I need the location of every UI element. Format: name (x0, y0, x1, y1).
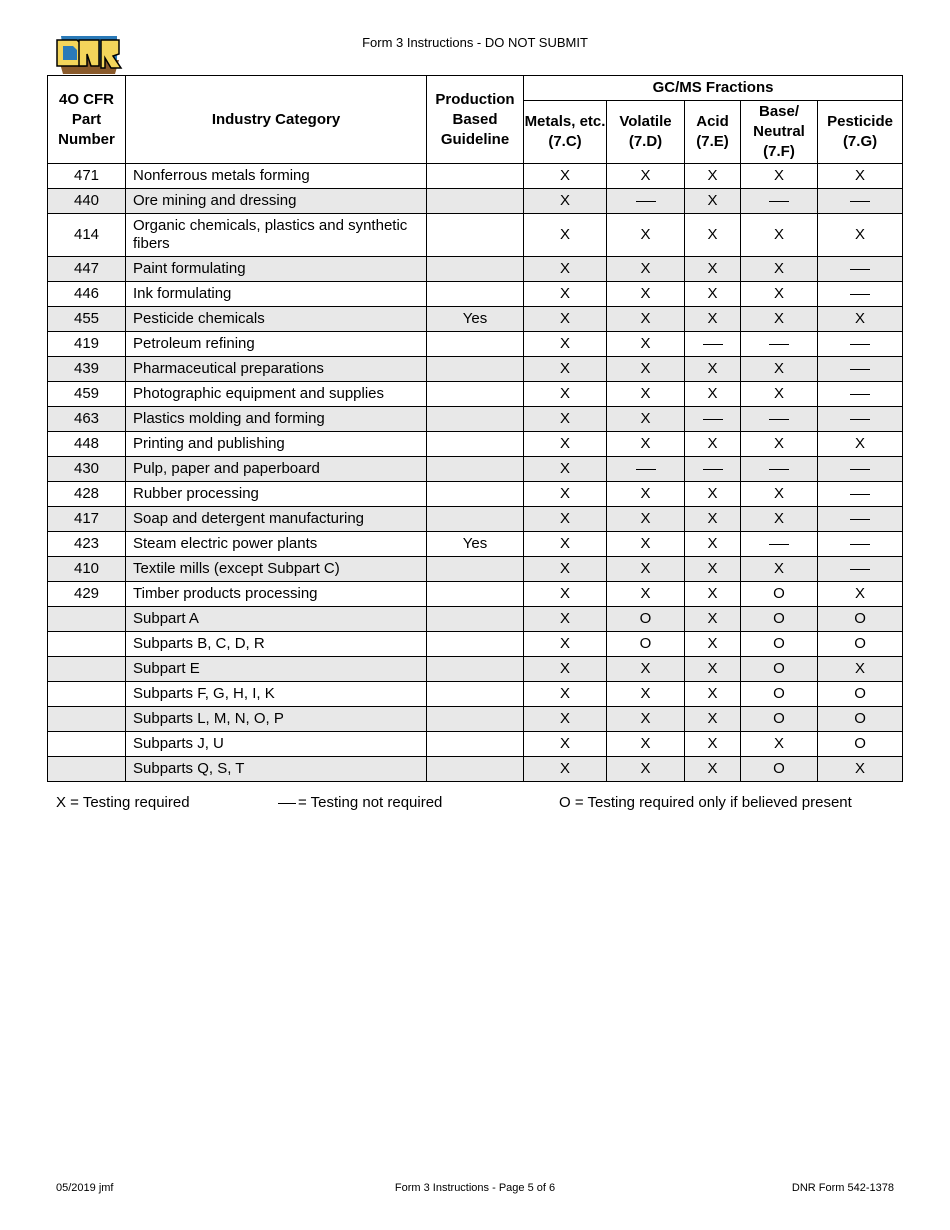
footer-date: 05/2019 jmf (56, 1182, 114, 1194)
cell-production-based (427, 257, 524, 282)
cell-volatile: X (607, 407, 685, 432)
table-row (48, 214, 903, 257)
cell-metals: X (524, 432, 607, 457)
cell-base-neutral: X (741, 732, 818, 757)
cell-metals: X (524, 732, 607, 757)
cell-metals: X (524, 214, 607, 257)
cell-acid: X (685, 482, 741, 507)
cell-industry-category: Nonferrous metals forming (126, 164, 427, 189)
table-row (48, 357, 903, 382)
col-header-part-number: 4O CFR Part Number (48, 76, 126, 164)
cell-acid: X (685, 282, 741, 307)
cell-production-based (427, 732, 524, 757)
not-required-dash (769, 201, 789, 202)
not-required-dash (703, 419, 723, 420)
cell-pesticide (818, 457, 903, 482)
cell-part-number: 414 (48, 214, 126, 257)
cell-production-based: Yes (427, 307, 524, 332)
cell-base-neutral (741, 407, 818, 432)
cell-industry-category: Subpart A (126, 607, 427, 632)
cell-production-based: Yes (427, 532, 524, 557)
cell-volatile: X (607, 757, 685, 782)
cell-acid: X (685, 657, 741, 682)
cell-industry-category: Subparts F, G, H, I, K (126, 682, 427, 707)
cell-part-number (48, 657, 126, 682)
cell-acid: X (685, 214, 741, 257)
cell-acid: X (685, 632, 741, 657)
not-required-dash (769, 419, 789, 420)
cell-base-neutral (741, 457, 818, 482)
cell-pesticide (818, 557, 903, 582)
table-row (48, 632, 903, 657)
cell-acid: X (685, 164, 741, 189)
cell-pesticide (818, 382, 903, 407)
cell-part-number (48, 607, 126, 632)
cell-part-number: 447 (48, 257, 126, 282)
cell-base-neutral: O (741, 707, 818, 732)
cell-part-number: 463 (48, 407, 126, 432)
cell-production-based (427, 682, 524, 707)
cell-volatile: X (607, 432, 685, 457)
cell-part-number: 440 (48, 189, 126, 214)
not-required-dash (769, 469, 789, 470)
col-header-volatile: Volatile (7.D) (607, 101, 685, 164)
cell-part-number: 448 (48, 432, 126, 457)
cell-base-neutral: O (741, 757, 818, 782)
cell-production-based (427, 657, 524, 682)
cell-base-neutral: X (741, 282, 818, 307)
cell-base-neutral: X (741, 557, 818, 582)
cell-industry-category: Printing and publishing (126, 432, 427, 457)
col-header-gcms-fractions: GC/MS Fractions (524, 76, 903, 101)
cell-acid: X (685, 557, 741, 582)
cell-base-neutral: X (741, 357, 818, 382)
cell-base-neutral: X (741, 382, 818, 407)
cell-volatile: X (607, 332, 685, 357)
cell-pesticide: X (818, 657, 903, 682)
cell-acid: X (685, 257, 741, 282)
not-required-dash (850, 519, 870, 520)
cell-metals: X (524, 307, 607, 332)
cell-acid: X (685, 757, 741, 782)
cell-metals: X (524, 582, 607, 607)
not-required-dash (769, 544, 789, 545)
cell-volatile: X (607, 532, 685, 557)
col-header-industry-category: Industry Category (126, 76, 427, 164)
cell-industry-category: Organic chemicals, plastics and synthetic fibers (126, 214, 427, 257)
cell-metals: X (524, 607, 607, 632)
cell-production-based (427, 407, 524, 432)
cell-part-number: 471 (48, 164, 126, 189)
table-body (48, 164, 903, 782)
cell-acid: X (685, 532, 741, 557)
cell-metals: X (524, 189, 607, 214)
cell-metals: X (524, 632, 607, 657)
cell-volatile: X (607, 307, 685, 332)
not-required-dash (850, 469, 870, 470)
cell-acid (685, 332, 741, 357)
cell-volatile: O (607, 607, 685, 632)
cell-acid (685, 407, 741, 432)
cell-part-number: 419 (48, 332, 126, 357)
cell-metals: X (524, 482, 607, 507)
cell-production-based (427, 507, 524, 532)
table-row (48, 582, 903, 607)
table-row (48, 507, 903, 532)
cell-part-number (48, 757, 126, 782)
table-row (48, 432, 903, 457)
cell-pesticide (818, 407, 903, 432)
cell-metals: X (524, 382, 607, 407)
cell-part-number: 455 (48, 307, 126, 332)
cell-part-number: 439 (48, 357, 126, 382)
not-required-dash (850, 269, 870, 270)
cell-acid: X (685, 382, 741, 407)
not-required-dash (850, 419, 870, 420)
cell-industry-category: Pharmaceutical preparations (126, 357, 427, 382)
cell-pesticide: X (818, 307, 903, 332)
not-required-dash (850, 494, 870, 495)
cell-volatile: X (607, 482, 685, 507)
cell-industry-category: Paint formulating (126, 257, 427, 282)
cell-industry-category: Photographic equipment and supplies (126, 382, 427, 407)
not-required-dash (850, 201, 870, 202)
cell-pesticide (818, 257, 903, 282)
not-required-dash (769, 344, 789, 345)
cell-industry-category: Subpart E (126, 657, 427, 682)
cell-volatile: X (607, 557, 685, 582)
footer-page-number: Form 3 Instructions - Page 5 of 6 (394, 1182, 556, 1194)
cell-industry-category: Steam electric power plants (126, 532, 427, 557)
cell-production-based (427, 632, 524, 657)
cell-industry-category: Subparts J, U (126, 732, 427, 757)
col-header-production-based: Production Based Guideline (427, 76, 524, 164)
cell-production-based (427, 357, 524, 382)
cell-production-based (427, 707, 524, 732)
cell-pesticide (818, 189, 903, 214)
table-row (48, 707, 903, 732)
not-required-dash (850, 394, 870, 395)
cell-base-neutral: X (741, 482, 818, 507)
cell-pesticide: O (818, 732, 903, 757)
cell-pesticide: X (818, 757, 903, 782)
cell-industry-category: Timber products processing (126, 582, 427, 607)
cell-acid: X (685, 607, 741, 632)
col-header-acid: Acid (7.E) (685, 101, 741, 164)
cell-acid (685, 457, 741, 482)
cell-part-number: 428 (48, 482, 126, 507)
cell-production-based (427, 332, 524, 357)
not-required-dash (850, 569, 870, 570)
cell-base-neutral: O (741, 682, 818, 707)
cell-part-number (48, 707, 126, 732)
cell-base-neutral: X (741, 307, 818, 332)
table-row (48, 282, 903, 307)
cell-base-neutral: X (741, 432, 818, 457)
cell-volatile: X (607, 732, 685, 757)
cell-production-based (427, 164, 524, 189)
cell-production-based (427, 382, 524, 407)
cell-metals: X (524, 257, 607, 282)
cell-pesticide: O (818, 707, 903, 732)
cell-metals: X (524, 332, 607, 357)
cell-acid: X (685, 682, 741, 707)
cell-industry-category: Soap and detergent manufacturing (126, 507, 427, 532)
cell-acid: X (685, 707, 741, 732)
cell-production-based (427, 432, 524, 457)
industry-fractions-table (47, 75, 903, 782)
not-required-dash (850, 344, 870, 345)
cell-production-based (427, 189, 524, 214)
dash-symbol (278, 803, 296, 804)
cell-base-neutral: X (741, 214, 818, 257)
cell-part-number: 410 (48, 557, 126, 582)
cell-metals: X (524, 282, 607, 307)
cell-industry-category: Subparts B, C, D, R (126, 632, 427, 657)
cell-volatile: O (607, 632, 685, 657)
cell-industry-category: Textile mills (except Subpart C) (126, 557, 427, 582)
col-header-base-neutral: Base/ Neutral (7.F) (741, 101, 818, 164)
col-header-pesticide: Pesticide (7.G) (818, 101, 903, 164)
table-row (48, 557, 903, 582)
cell-metals: X (524, 407, 607, 432)
cell-volatile: X (607, 257, 685, 282)
cell-industry-category: Petroleum refining (126, 332, 427, 357)
cell-part-number (48, 682, 126, 707)
cell-production-based (427, 282, 524, 307)
cell-part-number (48, 732, 126, 757)
not-required-dash (703, 469, 723, 470)
cell-base-neutral (741, 532, 818, 557)
cell-base-neutral: O (741, 582, 818, 607)
legend-dash-text: = Testing not required (298, 794, 443, 811)
cell-acid: X (685, 189, 741, 214)
not-required-dash (850, 544, 870, 545)
cell-production-based (427, 582, 524, 607)
cell-metals: X (524, 557, 607, 582)
cell-volatile: X (607, 507, 685, 532)
table-row (48, 607, 903, 632)
cell-pesticide (818, 482, 903, 507)
table-row (48, 757, 903, 782)
table-row (48, 164, 903, 189)
cell-pesticide (818, 507, 903, 532)
cell-industry-category: Plastics molding and forming (126, 407, 427, 432)
cell-base-neutral: X (741, 507, 818, 532)
cell-volatile: X (607, 382, 685, 407)
table-row (48, 332, 903, 357)
cell-pesticide: O (818, 682, 903, 707)
not-required-dash (850, 369, 870, 370)
cell-pesticide: X (818, 582, 903, 607)
cell-acid: X (685, 307, 741, 332)
cell-production-based (427, 482, 524, 507)
cell-metals: X (524, 657, 607, 682)
not-required-dash (636, 469, 656, 470)
cell-volatile (607, 457, 685, 482)
cell-base-neutral: O (741, 607, 818, 632)
cell-pesticide (818, 282, 903, 307)
footer-form-number: DNR Form 542-1378 (791, 1182, 894, 1194)
cell-pesticide: X (818, 164, 903, 189)
cell-base-neutral: O (741, 657, 818, 682)
cell-volatile: X (607, 657, 685, 682)
table-row (48, 189, 903, 214)
cell-industry-category: Ink formulating (126, 282, 427, 307)
cell-pesticide: X (818, 214, 903, 257)
cell-production-based (427, 457, 524, 482)
cell-base-neutral: X (741, 164, 818, 189)
cell-part-number: 417 (48, 507, 126, 532)
cell-production-based (427, 607, 524, 632)
cell-industry-category: Rubber processing (126, 482, 427, 507)
cell-base-neutral (741, 332, 818, 357)
cell-metals: X (524, 507, 607, 532)
cell-metals: X (524, 164, 607, 189)
cell-industry-category: Pulp, paper and paperboard (126, 457, 427, 482)
cell-metals: X (524, 357, 607, 382)
legend-x: X = Testing required (56, 794, 190, 811)
cell-metals: X (524, 757, 607, 782)
table-row (48, 657, 903, 682)
cell-pesticide (818, 332, 903, 357)
cell-production-based (427, 757, 524, 782)
table-row (48, 482, 903, 507)
cell-base-neutral (741, 189, 818, 214)
table-row (48, 407, 903, 432)
cell-base-neutral: X (741, 257, 818, 282)
cell-acid: X (685, 507, 741, 532)
cell-industry-category: Pesticide chemicals (126, 307, 427, 332)
cell-industry-category: Subparts L, M, N, O, P (126, 707, 427, 732)
table-row (48, 382, 903, 407)
cell-industry-category: Ore mining and dressing (126, 189, 427, 214)
table-row (48, 457, 903, 482)
cell-pesticide: O (818, 632, 903, 657)
cell-pesticide (818, 357, 903, 382)
legend-dash (278, 794, 442, 811)
cell-part-number: 459 (48, 382, 126, 407)
cell-part-number: 423 (48, 532, 126, 557)
cell-part-number: 430 (48, 457, 126, 482)
cell-pesticide: O (818, 607, 903, 632)
table-row (48, 682, 903, 707)
cell-acid: X (685, 432, 741, 457)
cell-metals: X (524, 457, 607, 482)
cell-part-number (48, 632, 126, 657)
cell-volatile: X (607, 282, 685, 307)
cell-metals: X (524, 707, 607, 732)
cell-volatile: X (607, 214, 685, 257)
table-row (48, 532, 903, 557)
cell-production-based (427, 557, 524, 582)
cell-volatile (607, 189, 685, 214)
cell-volatile: X (607, 707, 685, 732)
cell-acid: X (685, 357, 741, 382)
cell-part-number: 446 (48, 282, 126, 307)
cell-pesticide: X (818, 432, 903, 457)
cell-industry-category: Subparts Q, S, T (126, 757, 427, 782)
cell-part-number: 429 (48, 582, 126, 607)
cell-base-neutral: O (741, 632, 818, 657)
not-required-dash (850, 294, 870, 295)
cell-volatile: X (607, 164, 685, 189)
not-required-dash (703, 344, 723, 345)
table-row (48, 307, 903, 332)
cell-acid: X (685, 582, 741, 607)
cell-volatile: X (607, 582, 685, 607)
cell-metals: X (524, 532, 607, 557)
cell-pesticide (818, 532, 903, 557)
table-row (48, 257, 903, 282)
cell-production-based (427, 214, 524, 257)
cell-metals: X (524, 682, 607, 707)
legend-o: O = Testing required only if believed present (559, 794, 852, 811)
page-header-title: Form 3 Instructions - DO NOT SUBMIT (362, 35, 588, 50)
table-row (48, 732, 903, 757)
cell-volatile: X (607, 357, 685, 382)
cell-acid: X (685, 732, 741, 757)
cell-volatile: X (607, 682, 685, 707)
not-required-dash (636, 201, 656, 202)
col-header-metals: Metals, etc. (7.C) (524, 101, 607, 164)
